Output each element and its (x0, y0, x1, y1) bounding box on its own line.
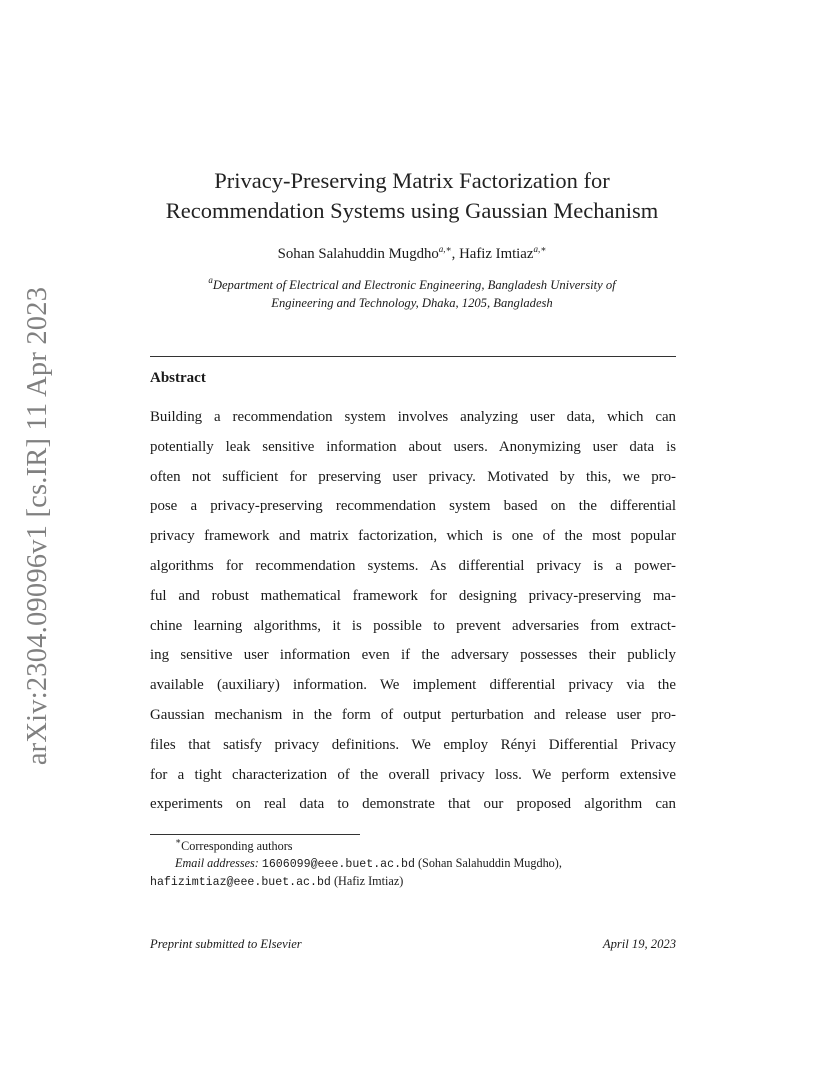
email-link-2[interactable]: hafizimtiaz@eee.buet.ac.bd (150, 876, 331, 889)
affiliation-line-1-text: Department of Electrical and Electronic Engineering, Bangladesh University of (212, 278, 616, 292)
author-name-2: Hafiz Imtiaz (459, 246, 534, 262)
abstract-line: potentially leak sensitive information about users. Anonymizing user data is (150, 438, 676, 455)
author-marks-1: a,∗ (438, 244, 452, 254)
abstract-body (150, 404, 676, 821)
page-footer (150, 937, 676, 952)
abstract-line: ing sensitive user information even if the adversary possesses their publicly (150, 647, 676, 664)
corresponding-text: Corresponding authors (181, 839, 293, 853)
email-owner-1: (Sohan Salahuddin Mugdho), (418, 856, 562, 870)
footnotes (150, 838, 676, 891)
affiliation-line-1 (120, 277, 704, 295)
paper-title-line-2: Recommendation Systems using Gaussian Mechanism (165, 198, 659, 223)
abstract-line: files that satisfy privacy definitions. We employ Rényi Differential Privacy (150, 736, 676, 753)
abstract-divider (150, 356, 676, 357)
preprint-note: Preprint submitted to Elsevier (150, 937, 302, 951)
paper-title (120, 166, 704, 226)
arxiv-identifier-text: arXiv:2304.09096v1 [cs.IR] 11 Apr 2023 (22, 286, 54, 766)
abstract-line: Gaussian mechanism in the form of output perturbation and release user pro- (150, 706, 676, 723)
email-label: Email addresses: (175, 856, 259, 870)
author-separator: , (451, 246, 460, 262)
author-marks-2: a,∗ (533, 244, 547, 254)
author-list (120, 244, 704, 264)
corresponding-author-note (150, 838, 676, 855)
abstract-line: often not sufficient for preserving user privacy. Motivated by this, we pro- (150, 468, 676, 485)
footer-date: April 19, 2023 (602, 937, 676, 951)
abstract-line: ful and robust mathematical framework for designing privacy-preserving ma- (150, 587, 676, 604)
email-owner-2: (Hafiz Imtiaz) (333, 874, 404, 888)
arxiv-identifier-stamp (16, 286, 60, 766)
paper-title-line-1: Privacy-Preserving Matrix Factorization for (214, 168, 610, 193)
affiliation-line-2: Engineering and Technology, Dhaka, 1205, Bangladesh (271, 295, 553, 310)
abstract-line: available (auxiliary) information. We implement differential privacy via the (150, 677, 676, 694)
abstract-line: Building a recommendation system involves analyzing user data, which can (150, 409, 676, 425)
abstract-line: for a tight characterization of the overall privacy loss. We perform extensive (150, 766, 676, 783)
abstract-line: algorithms for recommendation systems. As differential privacy is a power- (150, 557, 676, 574)
abstract-line: pose a privacy-preserving recommendation system based on the differential (150, 498, 676, 515)
email-note-line-1 (150, 855, 676, 873)
affiliation (120, 277, 704, 312)
email-note-line-2 (150, 873, 676, 891)
abstract-line: experiments on real data to demonstrate that our proposed algorithm can (150, 796, 676, 813)
abstract-line: privacy framework and matrix factorization, which is one of the most popular (150, 528, 676, 545)
abstract-heading: Abstract (150, 370, 206, 386)
corresponding-mark: ∗ (175, 836, 182, 846)
affiliation-mark: a (208, 275, 213, 285)
email-link-1[interactable]: 1606099@eee.buet.ac.bd (261, 858, 415, 871)
footnote-divider (150, 834, 360, 835)
abstract-line: chine learning algorithms, it is possible to prevent adversaries from extract- (150, 617, 676, 634)
author-name-1: Sohan Salahuddin Mugdho (277, 246, 439, 262)
